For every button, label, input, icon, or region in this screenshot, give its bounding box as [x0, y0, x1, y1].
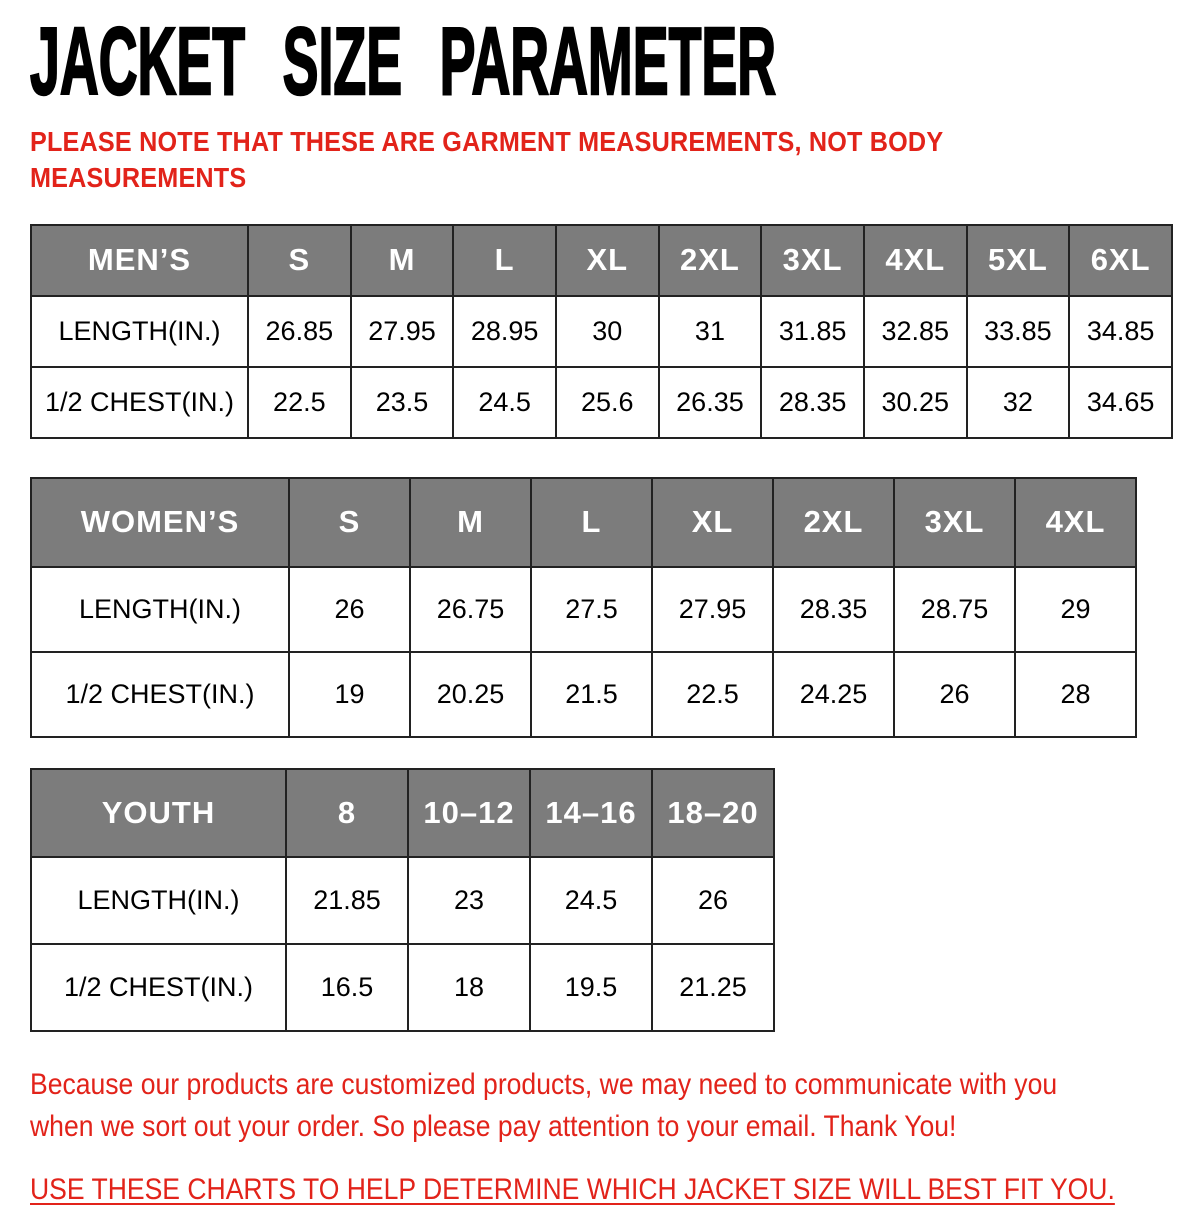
- size-column-header: L: [531, 478, 652, 567]
- measurement-value: 34.65: [1069, 367, 1172, 438]
- measurement-value: 26: [289, 567, 410, 652]
- header-row: [31, 478, 1136, 567]
- size-column-header: M: [410, 478, 531, 567]
- size-column-header: 14–16: [530, 769, 652, 857]
- measurement-value: 30: [556, 296, 659, 367]
- customization-notice: Because our products are customized products, we may need to communicate with you when we sort out your order. So please pay attention to your email. Thank You!: [30, 1067, 1058, 1143]
- measurement-value: 21.25: [652, 944, 774, 1031]
- size-column-header: 3XL: [761, 225, 864, 296]
- youth-size-table: [30, 768, 775, 1032]
- measurement-value: 34.85: [1069, 296, 1172, 367]
- measurement-row: [31, 296, 1172, 367]
- size-column-header: 10–12: [408, 769, 530, 857]
- table-title-header: MEN’S: [31, 225, 248, 296]
- page-title: [30, 8, 1200, 115]
- size-column-header: 4XL: [1015, 478, 1136, 567]
- measurement-value: 28.35: [773, 567, 894, 652]
- page-title-text: JACKET SIZE PARAMETER: [30, 8, 777, 115]
- measurement-value: 24.5: [530, 857, 652, 944]
- measurement-value: 23.5: [351, 367, 454, 438]
- measurement-value: 23: [408, 857, 530, 944]
- size-column-header: XL: [556, 225, 659, 296]
- measurement-value: 24.5: [453, 367, 556, 438]
- measurement-row: [31, 567, 1136, 652]
- size-column-header: 18–20: [652, 769, 774, 857]
- measurement-value: 27.95: [351, 296, 454, 367]
- measurement-value: 28: [1015, 652, 1136, 737]
- measurement-value: 24.25: [773, 652, 894, 737]
- measurement-value: 21.85: [286, 857, 408, 944]
- measurement-value: 28.35: [761, 367, 864, 438]
- row-label: 1/2 CHEST(IN.): [31, 652, 289, 737]
- measurement-value: 25.6: [556, 367, 659, 438]
- measurement-value: 21.5: [531, 652, 652, 737]
- size-column-header: 3XL: [894, 478, 1015, 567]
- measurement-value: 26.85: [248, 296, 351, 367]
- size-column-header: S: [289, 478, 410, 567]
- row-label: 1/2 CHEST(IN.): [31, 367, 248, 438]
- measurement-value: 27.5: [531, 567, 652, 652]
- measurement-row: [31, 857, 774, 944]
- measurement-value: 22.5: [248, 367, 351, 438]
- measurement-value: 26: [652, 857, 774, 944]
- size-column-header: 2XL: [659, 225, 762, 296]
- table-title-header: YOUTH: [31, 769, 286, 857]
- row-label: LENGTH(IN.): [31, 857, 286, 944]
- measurement-value: 26: [894, 652, 1015, 737]
- measurement-value: 26.75: [410, 567, 531, 652]
- garment-measurement-note: PLEASE NOTE THAT THESE ARE GARMENT MEASUREMENTS, NOT BODY MEASUREMENTS: [30, 126, 943, 193]
- row-label: 1/2 CHEST(IN.): [31, 944, 286, 1031]
- measurement-value: 28.95: [453, 296, 556, 367]
- measurement-value: 18: [408, 944, 530, 1031]
- measurement-value: 20.25: [410, 652, 531, 737]
- measurement-value: 19.5: [530, 944, 652, 1031]
- womens-size-table: [30, 477, 1137, 738]
- size-column-header: 5XL: [967, 225, 1070, 296]
- header-row: [31, 225, 1172, 296]
- measurement-value: 32: [967, 367, 1070, 438]
- measurement-row: [31, 367, 1172, 438]
- measurement-row: [31, 944, 774, 1031]
- measurement-value: 32.85: [864, 296, 967, 367]
- size-column-header: 4XL: [864, 225, 967, 296]
- header-row: [31, 769, 774, 857]
- measurement-value: 27.95: [652, 567, 773, 652]
- measurement-row: [31, 652, 1136, 737]
- measurement-value: 30.25: [864, 367, 967, 438]
- measurement-value: 19: [289, 652, 410, 737]
- size-column-header: 8: [286, 769, 408, 857]
- measurement-value: 31: [659, 296, 762, 367]
- measurement-value: 33.85: [967, 296, 1070, 367]
- size-column-header: XL: [652, 478, 773, 567]
- measurement-value: 22.5: [652, 652, 773, 737]
- fit-guide-cta: USE THESE CHARTS TO HELP DETERMINE WHICH JACKET SIZE WILL BEST FIT YOU.: [30, 1173, 1115, 1207]
- size-column-header: S: [248, 225, 351, 296]
- measurement-value: 26.35: [659, 367, 762, 438]
- table-title-header: WOMEN’S: [31, 478, 289, 567]
- size-column-header: 2XL: [773, 478, 894, 567]
- measurement-value: 28.75: [894, 567, 1015, 652]
- measurement-value: 16.5: [286, 944, 408, 1031]
- size-column-header: 6XL: [1069, 225, 1172, 296]
- size-column-header: M: [351, 225, 454, 296]
- measurement-value: 31.85: [761, 296, 864, 367]
- mens-size-table: [30, 224, 1173, 439]
- row-label: LENGTH(IN.): [31, 296, 248, 367]
- measurement-value: 29: [1015, 567, 1136, 652]
- size-column-header: L: [453, 225, 556, 296]
- row-label: LENGTH(IN.): [31, 567, 289, 652]
